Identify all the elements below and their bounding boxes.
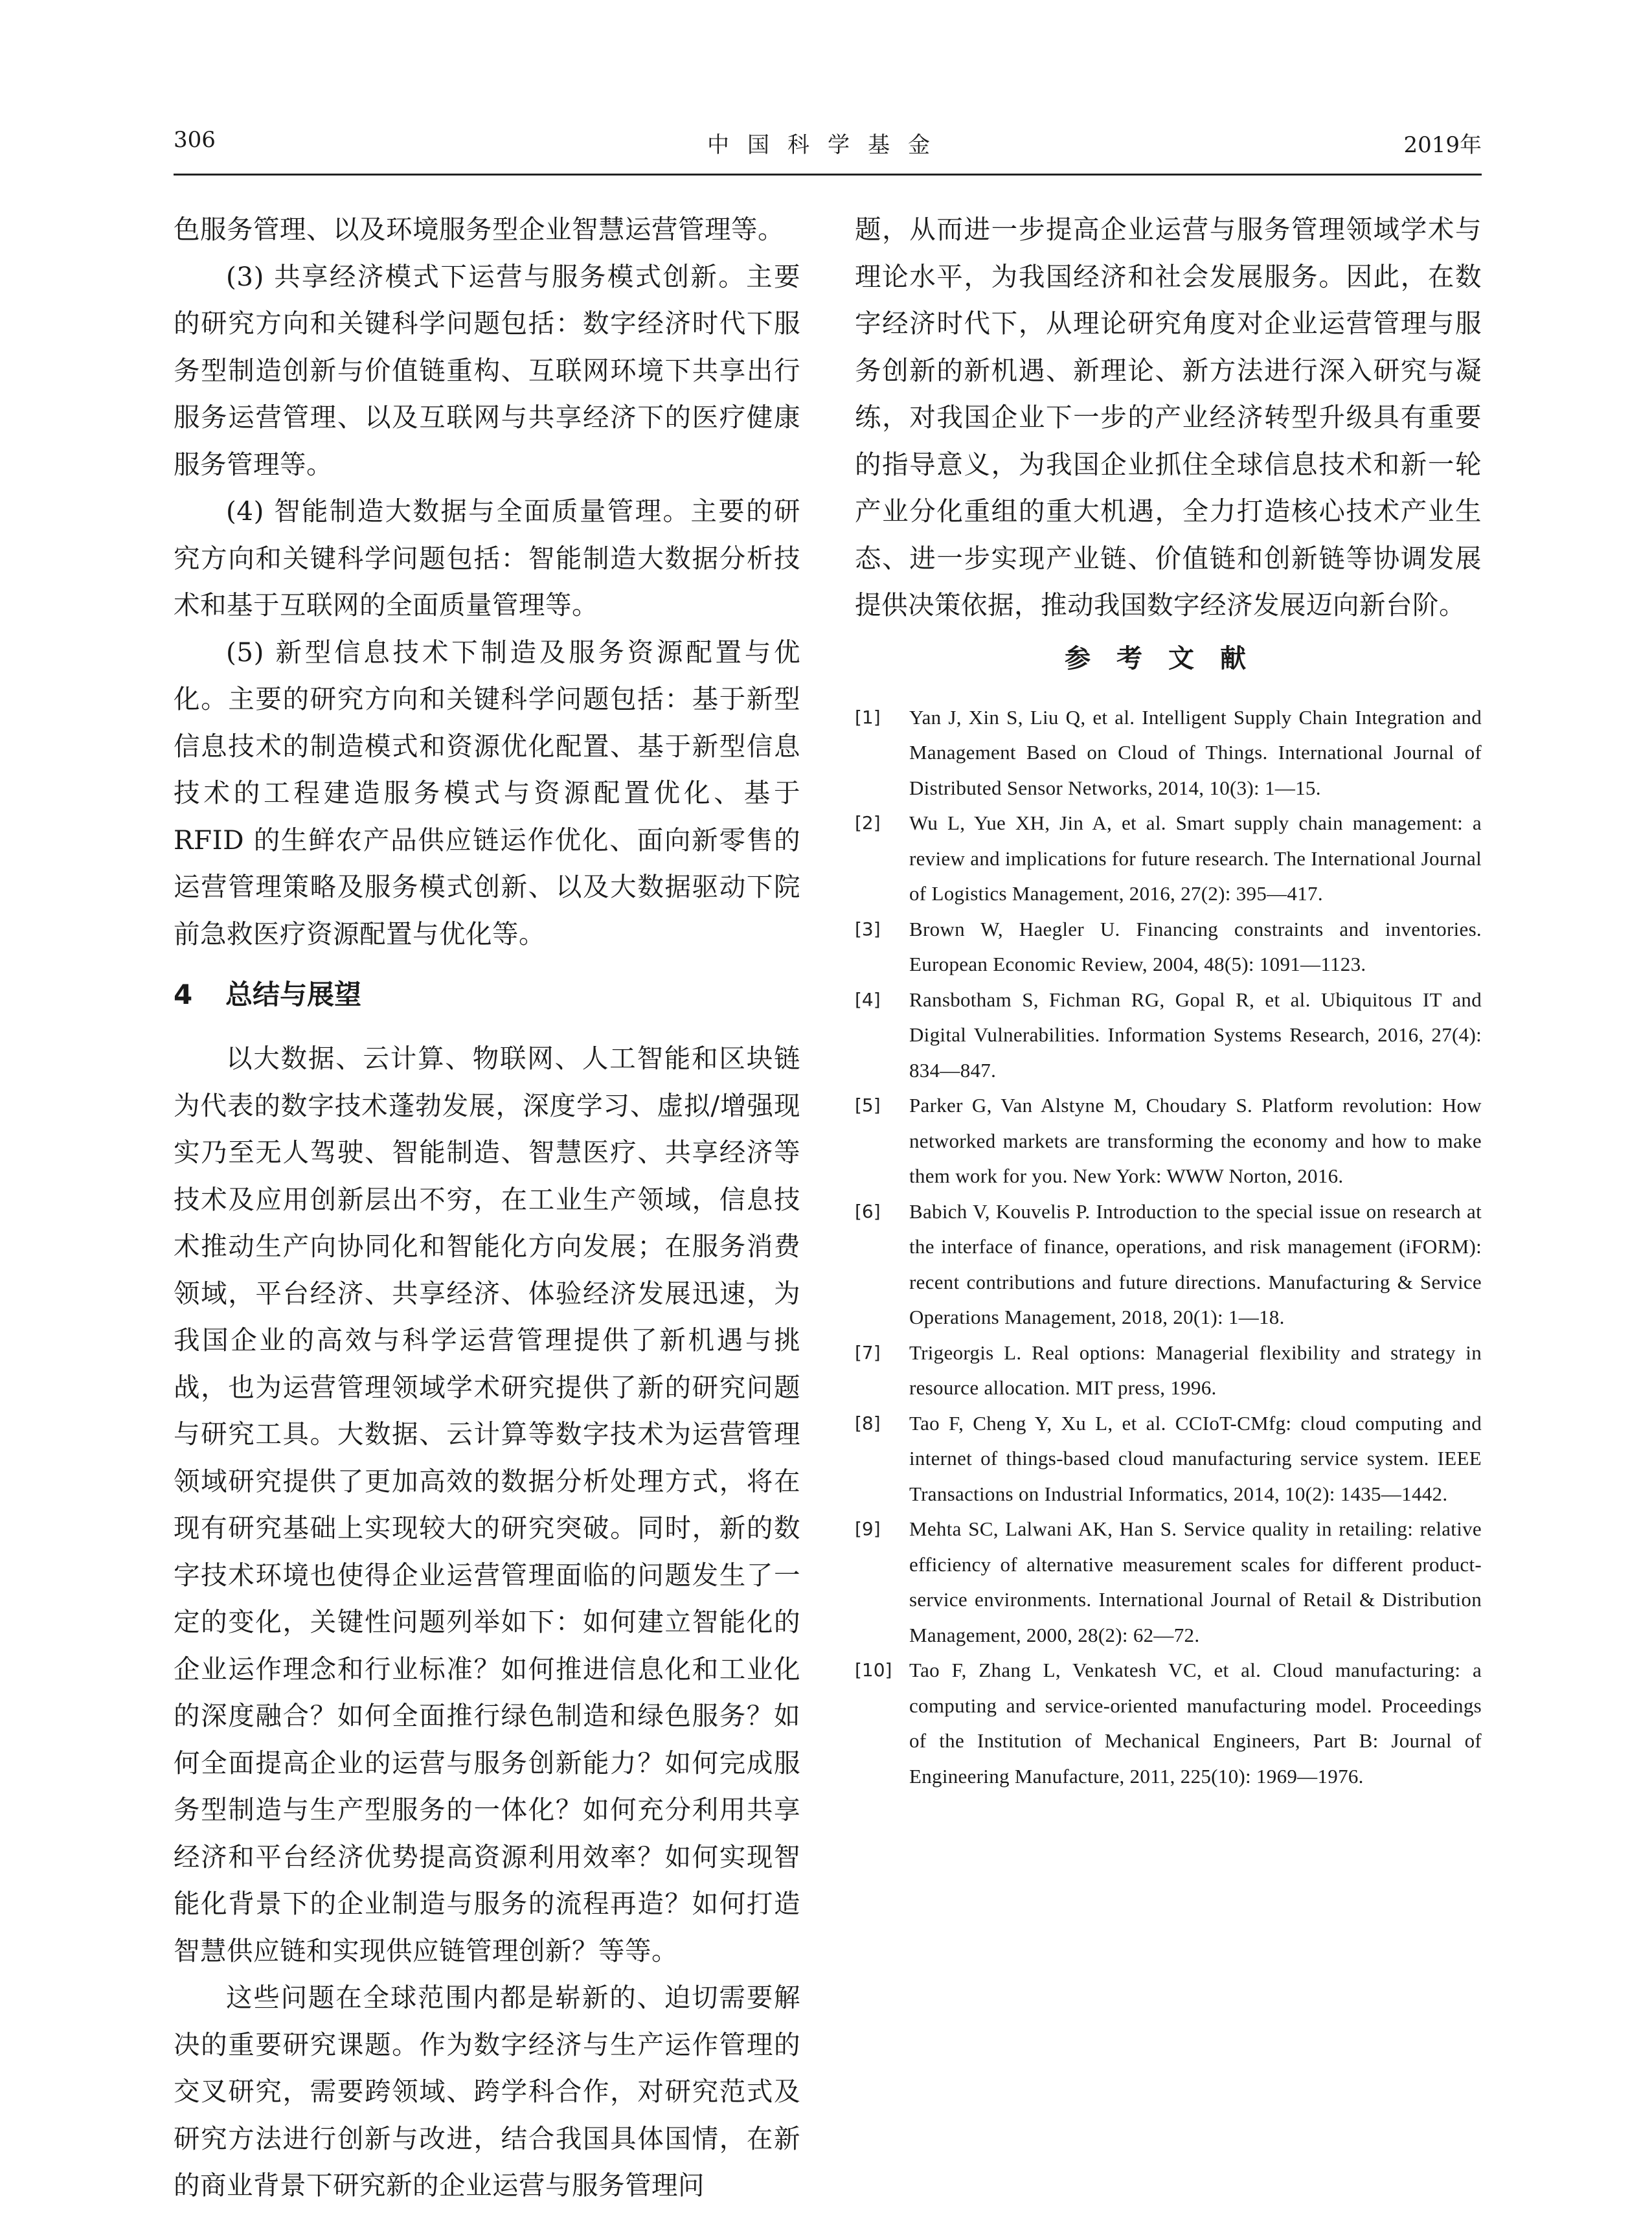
references-heading: 参考文献 [1065,643,1272,674]
page-number: 306 [174,127,216,153]
reference-label: [9] [855,1518,881,1539]
reference-label: [2] [855,812,881,834]
reference-text: Wu L, Yue XH, Jin A, et al. Smart supply chain management: a review and implications for future research. The International Journal of Logistics Management, 2016, 27(2): 395—417. [909,812,1482,905]
reference-item [855,700,1482,806]
section-title: 总结与展望 [225,979,362,1010]
reference-item [855,1335,1482,1406]
reference-label: [4] [855,988,881,1010]
reference-item [855,1653,1482,1794]
reference-text: Parker G, Van Alstyne M, Choudary S. Platform revolution: How networked markets are transforming the economy and how to make them work for you. New York: WWW Norton, 2016. [909,1094,1482,1187]
paragraph: 这些问题在全球范围内都是崭新的、迫切需要解决的重要研究课题。作为数字经济与生产运作管理的交叉研究，需要跨领域、跨学科合作，对研究范式及研究方法进行创新与改进，结合我国具体国情，在新的商业背景下研究新的企业运营与服务管理问 [174,1982,800,2201]
journal-name: 中国科学基金 [707,132,948,158]
reference-label: [10] [855,1659,892,1681]
reference-text: Yan J, Xin S, Liu Q, et al. Intelligent Supply Chain Integration and Management Based on Cloud of Things. International Journal of Distributed Sensor Networks, 2014, 10(3): 1—15. [909,705,1482,799]
reference-text: Mehta SC, Lalwani AK, Han S. Service quality in retailing: relative efficiency of alternative measurement scales for different product-service environments. International Journal of Retail & Distribution Management, 2000, 28(2): 62—72. [909,1517,1482,1646]
paragraph: 题，从而进一步提高企业运营与服务管理领域学术与理论水平，为我国经济和社会发展服务。因此，在数字经济时代下，从理论研究角度对企业运营管理与服务创新的新机遇、新理论、新方法进行深入研究与凝练，对我国企业下一步的产业经济转型升级具有重要的指导意义，为我国企业抓住全球信息技术和新一轮产业分化重组的重大机遇，全力打造核心技术产业生态、进一步实现产业链、价值链和创新链等协调发展提供决策依据，推动我国数字经济发展迈向新台阶。 [855,214,1482,620]
paragraph: (3) 共享经济模式下运营与服务模式创新。主要的研究方向和关键科学问题包括：数字经济时代下服务型制造创新与价值链重构、互联网环境下共享出行服务运营管理、以及互联网与共享经济下的医疗健康服务管理等。 [174,260,800,480]
right-column [855,206,1482,1794]
reference-text: Brown W, Haegler U. Financing constraints and inventories. European Economic Review, 2004, 48(5): 1091—1123. [909,917,1482,975]
reference-text: Trigeorgis L. Real options: Managerial flexibility and strategy in resource allocation. MIT press, 1996. [909,1341,1482,1399]
reference-label: [7] [855,1341,881,1363]
reference-item [855,1194,1482,1335]
reference-label: [3] [855,918,881,940]
reference-item [855,1088,1482,1194]
reference-text: Babich V, Kouvelis P. Introduction to the special issue on research at the interface of finance, operations, and risk management (iFORM): recent contributions and future directions. Manufacturing & Service Operations Management, 2018, 20(1): 1—18. [909,1199,1482,1328]
reference-item [855,1512,1482,1653]
left-column [174,206,800,2209]
reference-item [855,806,1482,912]
paragraph: (5) 新型信息技术下制造及服务资源配置与优化。主要的研究方向和关键科学问题包括：基于新型信息技术的制造模式和资源优化配置、基于新型信息技术的工程建造服务模式与资源配置优化、基于 RFID 的生鲜农产品供应链运作优化、面向新零售的运营管理策略及服务模式创新、以及大数据驱动下院前急救医疗资源配置与优化等。 [174,636,800,949]
paragraph: 以大数据、云计算、物联网、人工智能和区块链为代表的数字技术蓬勃发展，深度学习、虚拟/增强现实乃至无人驾驶、智能制造、智慧医疗、共享经济等技术及应用创新层出不穷，在工业生产领域，信息技术推动生产向协同化和智能化方向发展；在服务消费领域，平台经济、共享经济、体验经济发展迅速，为我国企业的高效与科学运营管理提供了新机遇与挑战，也为运营管理领域学术研究提供了新的研究问题与研究工具。大数据、云计算等数字技术为运营管理领域研究提供了更加高效的数据分析处理方式，将在现有研究基础上实现较大的研究突破。同时，新的数字技术环境也使得企业运营管理面临的问题发生了一定的变化，关键性问题列举如下：如何建立智能化的企业运作理念和行业标准？如何推进信息化和工业化的深度融合？如何全面推行绿色制造和绿色服务？如何全面提高企业的运营与服务创新能力？如何完成服务型制造与生产型服务的一体化？如何充分利用共享经济和平台经济优势提高资源利用效率？如何实现智能化背景下的企业制造与服务的流程再造？如何打造智慧供应链和实现供应链管理创新？等等。 [174,1043,800,1966]
reference-label: [5] [855,1095,881,1116]
reference-label: [1] [855,706,881,728]
publication-year: 2019年 [1403,132,1482,158]
reference-text: Tao F, Cheng Y, Xu L, et al. CCIoT-CMfg: cloud computing and internet of things-based cloud manufacturing service system. IEEE Transactions on Industrial Informatics, 2014, 10(2): 1435—1442. [909,1411,1482,1505]
header-rule [174,174,1482,176]
reference-list [855,700,1482,1795]
page-header [174,127,1482,166]
section-heading [174,964,800,1026]
paragraph: 色服务管理、以及环境服务型企业智慧运营管理等。 [174,214,784,245]
paragraph: (4) 智能制造大数据与全面质量管理。主要的研究方向和关键科学问题包括：智能制造大数据分析技术和基于互联网的全面质量管理等。 [174,495,800,620]
reference-item [855,1406,1482,1512]
reference-item [855,912,1482,982]
reference-label: [8] [855,1412,881,1434]
section-number: 4 [174,979,193,1010]
reference-item [855,982,1482,1089]
reference-label: [6] [855,1200,881,1222]
reference-text: Tao F, Zhang L, Venkatesh VC, et al. Cloud manufacturing: a computing and service-oriented manufacturing model. Proceedings of the Institution of Mechanical Engineers, Part B: Journal of Engineering Manufacture, 2011, 225(10): 1969—1976. [909,1659,1482,1788]
reference-text: Ransbotham S, Fichman RG, Gopal R, et al. Ubiquitous IT and Digital Vulnerabilities. Information Systems Research, 2016, 27(4): 834—847. [909,988,1482,1082]
